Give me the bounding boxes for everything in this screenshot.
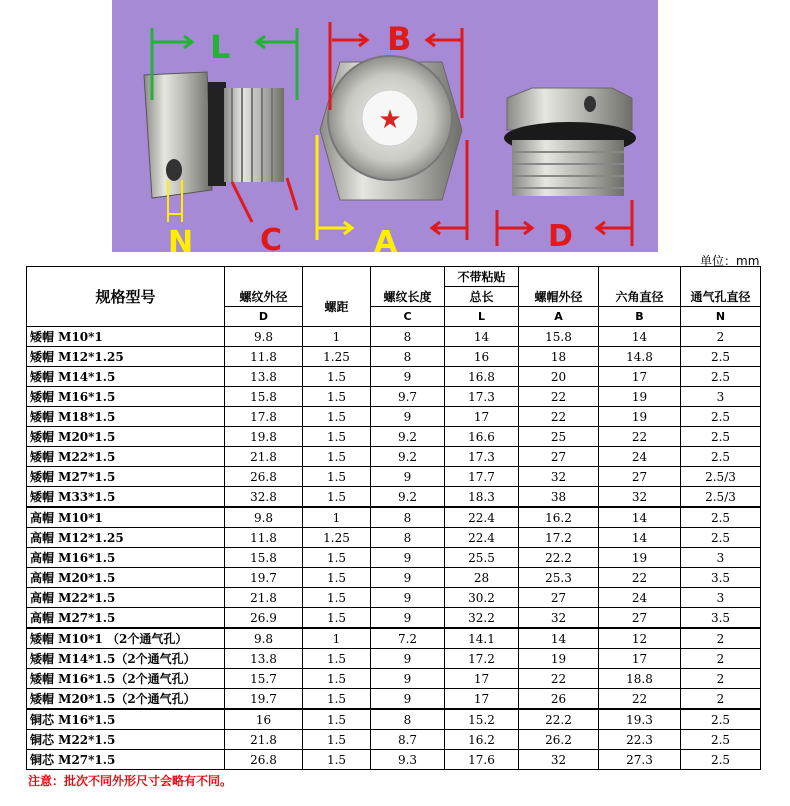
spec-table-header <box>27 267 761 327</box>
header-hex-top <box>599 267 681 287</box>
product-photo <box>112 0 658 252</box>
value-cell: 9.7 <box>371 387 445 407</box>
value-cell: 2.5 <box>681 427 761 447</box>
model-cell: 高帽 M12*1.25 <box>27 528 225 548</box>
value-cell: 32.8 <box>225 487 303 508</box>
value-cell: 2.5 <box>681 709 761 730</box>
model-cell: 矮帽 M22*1.5 <box>27 447 225 467</box>
value-cell: 17 <box>445 407 519 427</box>
table-row <box>27 447 761 467</box>
model-cell: 高帽 M10*1 <box>27 507 225 528</box>
table-row <box>27 669 761 689</box>
value-cell: 2 <box>681 669 761 689</box>
value-cell: 2.5 <box>681 750 761 770</box>
spec-table-body <box>27 327 761 770</box>
value-cell: 1.5 <box>303 709 371 730</box>
value-cell: 22 <box>519 669 599 689</box>
table-row <box>27 730 761 750</box>
table-row <box>27 467 761 487</box>
value-cell: 9 <box>371 407 445 427</box>
value-cell: 17.3 <box>445 447 519 467</box>
value-cell: 1.5 <box>303 367 371 387</box>
value-cell: 19 <box>599 387 681 407</box>
value-cell: 2.5/3 <box>681 467 761 487</box>
label-b: B <box>387 20 412 58</box>
table-row <box>27 327 761 347</box>
value-cell: 2 <box>681 649 761 669</box>
value-cell: 14 <box>599 327 681 347</box>
value-cell: 9.2 <box>371 447 445 467</box>
value-cell: 25 <box>519 427 599 447</box>
value-cell: 9 <box>371 548 445 568</box>
value-cell: 21.8 <box>225 730 303 750</box>
header-vent-dia: 通气孔直径 <box>681 287 761 307</box>
value-cell: 1.5 <box>303 447 371 467</box>
header-letter-n: N <box>681 307 761 327</box>
model-cell: 矮帽 M16*1.5 <box>27 387 225 407</box>
svg-text:★: ★ <box>378 105 402 135</box>
value-cell: 1.5 <box>303 649 371 669</box>
label-c: C <box>260 223 283 252</box>
value-cell: 26.8 <box>225 467 303 487</box>
value-cell: 1.5 <box>303 608 371 629</box>
value-cell: 26 <box>519 689 599 710</box>
value-cell: 1.5 <box>303 548 371 568</box>
value-cell: 15.2 <box>445 709 519 730</box>
value-cell: 16.2 <box>445 730 519 750</box>
value-cell: 27 <box>519 447 599 467</box>
value-cell: 13.8 <box>225 649 303 669</box>
model-cell: 高帽 M27*1.5 <box>27 608 225 629</box>
header-thread-len-top <box>371 267 445 287</box>
value-cell: 22 <box>519 407 599 427</box>
model-cell: 矮帽 M10*1 （2个通气孔） <box>27 628 225 649</box>
table-row <box>27 750 761 770</box>
value-cell: 17 <box>445 669 519 689</box>
value-cell: 9 <box>371 367 445 387</box>
value-cell: 9 <box>371 568 445 588</box>
value-cell: 32 <box>599 487 681 508</box>
value-cell: 25.3 <box>519 568 599 588</box>
value-cell: 26.8 <box>225 750 303 770</box>
value-cell: 14.1 <box>445 628 519 649</box>
table-row <box>27 427 761 447</box>
value-cell: 2 <box>681 628 761 649</box>
model-cell: 高帽 M16*1.5 <box>27 548 225 568</box>
model-cell: 矮帽 M33*1.5 <box>27 487 225 508</box>
value-cell: 1.5 <box>303 689 371 710</box>
value-cell: 2.5 <box>681 367 761 387</box>
table-row <box>27 689 761 710</box>
header-letter-b: B <box>599 307 681 327</box>
value-cell: 18 <box>519 347 599 367</box>
value-cell: 1.25 <box>303 528 371 548</box>
value-cell: 9.2 <box>371 427 445 447</box>
value-cell: 19.8 <box>225 427 303 447</box>
value-cell: 13.8 <box>225 367 303 387</box>
value-cell: 9.8 <box>225 507 303 528</box>
model-cell: 矮帽 M18*1.5 <box>27 407 225 427</box>
value-cell: 17.2 <box>445 649 519 669</box>
model-cell: 矮帽 M27*1.5 <box>27 467 225 487</box>
value-cell: 32 <box>519 467 599 487</box>
header-not-glued: 不带粘贴 <box>445 267 519 287</box>
value-cell: 19.3 <box>599 709 681 730</box>
header-thread-len: 螺纹长度 <box>371 287 445 307</box>
value-cell: 27.3 <box>599 750 681 770</box>
header-pitch: 螺距 <box>303 287 371 327</box>
value-cell: 11.8 <box>225 347 303 367</box>
value-cell: 8.7 <box>371 730 445 750</box>
value-cell: 2.5 <box>681 407 761 427</box>
value-cell: 21.8 <box>225 447 303 467</box>
value-cell: 7.2 <box>371 628 445 649</box>
value-cell: 14 <box>599 507 681 528</box>
value-cell: 17.2 <box>519 528 599 548</box>
value-cell: 3 <box>681 588 761 608</box>
value-cell: 15.7 <box>225 669 303 689</box>
unit-label: 单位：mm <box>700 254 760 268</box>
vent-plug-angled-view <box>504 88 636 196</box>
value-cell: 15.8 <box>519 327 599 347</box>
value-cell: 2.5 <box>681 507 761 528</box>
header-letter-l: L <box>445 307 519 327</box>
value-cell: 1.5 <box>303 568 371 588</box>
value-cell: 2.5 <box>681 447 761 467</box>
table-row <box>27 709 761 730</box>
value-cell: 17.6 <box>445 750 519 770</box>
value-cell: 1.5 <box>303 750 371 770</box>
value-cell: 1.5 <box>303 387 371 407</box>
value-cell: 8 <box>371 347 445 367</box>
value-cell: 1 <box>303 628 371 649</box>
value-cell: 1 <box>303 327 371 347</box>
value-cell: 15.8 <box>225 548 303 568</box>
spec-table <box>26 266 761 770</box>
model-cell: 高帽 M20*1.5 <box>27 568 225 588</box>
value-cell: 9.2 <box>371 487 445 508</box>
value-cell: 22.2 <box>519 548 599 568</box>
value-cell: 1.5 <box>303 588 371 608</box>
value-cell: 16 <box>445 347 519 367</box>
value-cell: 17 <box>599 367 681 387</box>
value-cell: 18.8 <box>599 669 681 689</box>
value-cell: 8 <box>371 507 445 528</box>
table-row <box>27 367 761 387</box>
model-cell: 矮帽 M20*1.5（2个通气孔） <box>27 689 225 710</box>
table-row <box>27 528 761 548</box>
table-row <box>27 588 761 608</box>
value-cell: 22.3 <box>599 730 681 750</box>
label-d: D <box>548 219 573 252</box>
value-cell: 9.8 <box>225 327 303 347</box>
vent-plug-top-view <box>320 56 462 200</box>
value-cell: 21.8 <box>225 588 303 608</box>
value-cell: 8 <box>371 528 445 548</box>
value-cell: 1.5 <box>303 467 371 487</box>
value-cell: 32.2 <box>445 608 519 629</box>
value-cell: 2 <box>681 689 761 710</box>
value-cell: 19 <box>599 548 681 568</box>
model-cell: 高帽 M22*1.5 <box>27 588 225 608</box>
value-cell: 14 <box>519 628 599 649</box>
table-row <box>27 628 761 649</box>
model-cell: 铜芯 M27*1.5 <box>27 750 225 770</box>
value-cell: 17.3 <box>445 387 519 407</box>
model-cell: 矮帽 M12*1.25 <box>27 347 225 367</box>
value-cell: 14.8 <box>599 347 681 367</box>
value-cell: 22.4 <box>445 528 519 548</box>
value-cell: 9.3 <box>371 750 445 770</box>
header-cap-od-top <box>519 267 599 287</box>
header-hex-dia: 六角直径 <box>599 287 681 307</box>
value-cell: 9 <box>371 467 445 487</box>
model-cell: 矮帽 M14*1.5 <box>27 367 225 387</box>
header-thread-od-top <box>225 267 303 287</box>
table-row <box>27 347 761 367</box>
value-cell: 22 <box>599 427 681 447</box>
value-cell: 22.4 <box>445 507 519 528</box>
table-row <box>27 487 761 508</box>
value-cell: 17.7 <box>445 467 519 487</box>
value-cell: 14 <box>445 327 519 347</box>
value-cell: 1.5 <box>303 407 371 427</box>
label-n: N <box>168 225 194 252</box>
header-pitch-top <box>303 267 371 287</box>
value-cell: 1.5 <box>303 730 371 750</box>
value-cell: 8 <box>371 709 445 730</box>
value-cell: 26.2 <box>519 730 599 750</box>
table-row <box>27 507 761 528</box>
value-cell: 11.8 <box>225 528 303 548</box>
value-cell: 9 <box>371 689 445 710</box>
value-cell: 2.5 <box>681 730 761 750</box>
header-total-len: 总长 <box>445 287 519 307</box>
value-cell: 3.5 <box>681 568 761 588</box>
model-cell: 矮帽 M14*1.5（2个通气孔） <box>27 649 225 669</box>
model-cell: 矮帽 M10*1 <box>27 327 225 347</box>
value-cell: 9 <box>371 608 445 629</box>
value-cell: 28 <box>445 568 519 588</box>
table-row <box>27 548 761 568</box>
model-cell: 矮帽 M16*1.5（2个通气孔） <box>27 669 225 689</box>
value-cell: 1.25 <box>303 347 371 367</box>
value-cell: 22 <box>599 568 681 588</box>
value-cell: 9 <box>371 649 445 669</box>
value-cell: 17 <box>599 649 681 669</box>
table-row <box>27 568 761 588</box>
value-cell: 1 <box>303 507 371 528</box>
value-cell: 2.5 <box>681 347 761 367</box>
vent-plug-side-view <box>144 72 284 198</box>
header-vent-top <box>681 267 761 287</box>
value-cell: 32 <box>519 608 599 629</box>
value-cell: 8 <box>371 327 445 347</box>
value-cell: 17.8 <box>225 407 303 427</box>
value-cell: 3 <box>681 548 761 568</box>
label-l: L <box>210 28 231 66</box>
header-cap-od: 螺帽外径 <box>519 287 599 307</box>
value-cell: 27 <box>599 608 681 629</box>
header-letter-a: A <box>519 307 599 327</box>
value-cell: 32 <box>519 750 599 770</box>
value-cell: 16.8 <box>445 367 519 387</box>
value-cell: 24 <box>599 447 681 467</box>
value-cell: 9.8 <box>225 628 303 649</box>
value-cell: 26.9 <box>225 608 303 629</box>
value-cell: 3 <box>681 387 761 407</box>
table-row <box>27 608 761 629</box>
value-cell: 9 <box>371 588 445 608</box>
value-cell: 1.5 <box>303 669 371 689</box>
value-cell: 15.8 <box>225 387 303 407</box>
value-cell: 22 <box>599 689 681 710</box>
value-cell: 3.5 <box>681 608 761 629</box>
model-cell: 矮帽 M20*1.5 <box>27 427 225 447</box>
value-cell: 27 <box>599 467 681 487</box>
model-cell: 铜芯 M16*1.5 <box>27 709 225 730</box>
value-cell: 22 <box>519 387 599 407</box>
value-cell: 19.7 <box>225 689 303 710</box>
header-letter-c: C <box>371 307 445 327</box>
value-cell: 24 <box>599 588 681 608</box>
value-cell: 17 <box>445 689 519 710</box>
value-cell: 2 <box>681 327 761 347</box>
value-cell: 1.5 <box>303 487 371 508</box>
table-row <box>27 387 761 407</box>
value-cell: 2.5/3 <box>681 487 761 508</box>
header-model: 规格型号 <box>27 267 225 327</box>
value-cell: 20 <box>519 367 599 387</box>
value-cell: 16.2 <box>519 507 599 528</box>
value-cell: 9 <box>371 669 445 689</box>
label-a: A <box>374 225 398 252</box>
model-cell: 铜芯 M22*1.5 <box>27 730 225 750</box>
header-letter-d: D <box>225 307 303 327</box>
value-cell: 19.7 <box>225 568 303 588</box>
value-cell: 1.5 <box>303 427 371 447</box>
value-cell: 22.2 <box>519 709 599 730</box>
footnote: 注意：批次不同外形尺寸会略有不同。 <box>28 774 233 788</box>
value-cell: 12 <box>599 628 681 649</box>
value-cell: 19 <box>599 407 681 427</box>
table-row <box>27 407 761 427</box>
value-cell: 25.5 <box>445 548 519 568</box>
value-cell: 38 <box>519 487 599 508</box>
table-row <box>27 649 761 669</box>
header-thread-od: 螺纹外径 <box>225 287 303 307</box>
value-cell: 19 <box>519 649 599 669</box>
value-cell: 14 <box>599 528 681 548</box>
value-cell: 30.2 <box>445 588 519 608</box>
value-cell: 2.5 <box>681 528 761 548</box>
value-cell: 16.6 <box>445 427 519 447</box>
value-cell: 27 <box>519 588 599 608</box>
value-cell: 18.3 <box>445 487 519 508</box>
value-cell: 16 <box>225 709 303 730</box>
